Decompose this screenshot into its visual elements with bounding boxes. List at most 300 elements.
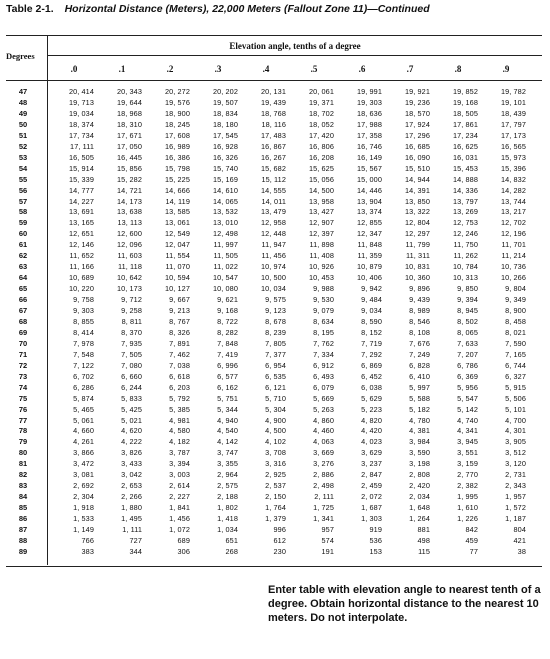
table-cell: 1, 341 — [313, 514, 334, 524]
table-cell: 15, 169 — [212, 174, 238, 184]
table-cell: 6, 244 — [121, 382, 142, 392]
table-cell: 19, 439 — [260, 97, 286, 107]
table-cell: 1, 880 — [121, 503, 142, 513]
table-cell: 4, 780 — [409, 415, 430, 425]
table-cell: 16, 685 — [404, 141, 430, 151]
table-cell: 15, 282 — [116, 174, 142, 184]
table-cell: 15, 682 — [260, 163, 286, 173]
table-cell: 11, 070 — [165, 262, 190, 272]
table-cell: 7, 935 — [121, 338, 142, 348]
table-cell: 9, 758 — [73, 295, 94, 305]
table-cell: 12, 347 — [356, 229, 382, 239]
degree-label: 89 — [18, 546, 28, 556]
table-cell: 3, 905 — [505, 437, 526, 447]
table-cell: 1, 957 — [505, 492, 526, 502]
table-cell: 10, 360 — [404, 273, 430, 283]
header-rule-elevation — [47, 55, 542, 56]
table-cell: 13, 744 — [500, 196, 526, 206]
table-cell: 8, 900 — [505, 306, 526, 315]
table-cell: 13, 061 — [164, 218, 190, 228]
table-cell: 11, 311 — [406, 251, 430, 261]
table-cell: 17, 988 — [356, 119, 382, 129]
table-cell: 1, 725 — [313, 503, 334, 513]
table-cell: 12, 855 — [356, 218, 382, 228]
table-cell: 4, 420 — [361, 426, 382, 436]
table-cell: 9, 394 — [457, 295, 478, 305]
table-cell: 2, 111 — [314, 492, 334, 502]
table-cell: 1, 495 — [121, 514, 142, 524]
table-cell: 19, 782 — [500, 87, 526, 96]
table-cell: 3, 003 — [169, 470, 190, 480]
table-cell: 1, 802 — [217, 503, 238, 513]
table-cell: 14, 065 — [212, 196, 238, 206]
table-cell: 651 — [225, 535, 238, 545]
table-cell: 18, 245 — [164, 119, 190, 129]
table-cell: 13, 217 — [500, 207, 526, 217]
table-cell: 4, 660 — [73, 426, 94, 436]
table-cell: 6, 038 — [361, 382, 382, 392]
degree-label: 48 — [18, 97, 28, 107]
table-cell: 9, 349 — [505, 295, 526, 305]
table-cell: 12, 549 — [164, 229, 190, 239]
table-cell: 16, 746 — [356, 141, 382, 151]
table-cell: 16, 867 — [260, 141, 286, 151]
table-cell: 3, 237 — [361, 459, 382, 469]
table-cell: 17, 358 — [356, 130, 382, 140]
table-cell: 5, 425 — [121, 404, 142, 414]
table-cell: 7, 891 — [169, 338, 190, 348]
table-cell: 919 — [369, 525, 382, 534]
table-cell: 1, 764 — [265, 503, 286, 513]
table-cell: 14, 500 — [308, 185, 334, 195]
table-cell: 9, 079 — [313, 306, 334, 315]
table-cell: 8, 152 — [361, 327, 382, 337]
table-cell: 2, 653 — [121, 481, 142, 491]
table-cell: 3, 787 — [169, 448, 190, 458]
table-cell: 12, 096 — [116, 240, 142, 250]
table-cell: 7, 122 — [73, 360, 94, 370]
table-cell: 15, 056 — [308, 174, 334, 184]
table-cell: 10, 500 — [260, 273, 286, 283]
table-cell: 12, 397 — [308, 229, 334, 239]
table-cell: 12, 498 — [212, 229, 238, 239]
table-cell: 11, 022 — [213, 262, 238, 272]
degree-label: 85 — [18, 503, 28, 513]
degree-label: 76 — [18, 404, 28, 414]
table-cell: 16, 445 — [116, 152, 142, 162]
table-cell: 4, 620 — [121, 426, 142, 436]
table-cell: 727 — [129, 535, 142, 545]
table-cell: 10, 974 — [260, 262, 286, 272]
table-cell: 15, 567 — [356, 163, 382, 173]
table-cell: 15, 453 — [452, 163, 478, 173]
table-cell: 804 — [513, 525, 526, 534]
table-cell: 8, 945 — [457, 306, 478, 315]
table-cell: 2, 537 — [265, 481, 286, 491]
table-cell: 11, 505 — [213, 251, 238, 261]
table-cell: 14, 555 — [260, 185, 286, 195]
header-rule-bottom — [6, 80, 542, 81]
table-cell: 2, 382 — [457, 481, 478, 491]
table-cell: 3, 472 — [73, 459, 94, 469]
table-cell: 191 — [321, 546, 334, 556]
table-cell: 6, 912 — [313, 360, 334, 370]
table-cell: 1, 111 — [122, 525, 142, 534]
table-cell: 3, 866 — [73, 448, 94, 458]
table-cell: 996 — [273, 525, 286, 534]
table-cell: 12, 600 — [116, 229, 142, 239]
table-cell: 9, 712 — [121, 295, 142, 305]
degree-label: 88 — [18, 535, 28, 545]
table-cell: 4, 820 — [361, 415, 382, 425]
table-cell: 2, 304 — [73, 492, 94, 502]
table-cell: 15, 625 — [308, 163, 334, 173]
table-cell: 1, 533 — [73, 514, 94, 524]
table-cell: 14, 721 — [116, 185, 142, 195]
table-cell: 13, 532 — [212, 207, 238, 217]
table-cell: 8, 722 — [217, 316, 238, 326]
table-cell: 18, 768 — [260, 108, 286, 118]
table-cell: 14, 666 — [164, 185, 190, 195]
table-cell: 11, 947 — [261, 240, 286, 250]
table-cell: 4, 460 — [313, 426, 334, 436]
table-cell: 13, 479 — [260, 207, 286, 217]
degree-label: 58 — [18, 207, 28, 217]
table-cell: 6, 286 — [73, 382, 94, 392]
table-cell: 12, 297 — [404, 229, 430, 239]
degree-label: 63 — [18, 262, 28, 272]
table-cell: 5, 142 — [457, 404, 478, 414]
table-cell: 8, 282 — [217, 327, 238, 337]
table-cell: 5, 669 — [313, 393, 334, 403]
table-cell: 11, 408 — [309, 251, 334, 261]
table-cell: 11, 166 — [69, 262, 94, 272]
table-cell: 11, 898 — [309, 240, 334, 250]
table-cell: 19, 101 — [500, 97, 526, 107]
table-cell: 4, 580 — [169, 426, 190, 436]
table-cell: 13, 010 — [212, 218, 238, 228]
table-cell: 7, 080 — [121, 360, 142, 370]
table-cell: 15, 914 — [68, 163, 94, 173]
degree-label: 56 — [18, 185, 28, 195]
table-cell: 1, 264 — [409, 514, 430, 524]
degree-label: 59 — [18, 218, 28, 228]
table-cell: 8, 458 — [505, 316, 526, 326]
table-cell: 3, 747 — [217, 448, 238, 458]
table-cell: 18, 374 — [68, 119, 94, 129]
table-cell: 8, 502 — [457, 316, 478, 326]
table-cell: 15, 740 — [212, 163, 238, 173]
table-cell: 1, 648 — [409, 503, 430, 513]
table-cell: 9, 621 — [217, 295, 238, 305]
degree-label: 64 — [18, 273, 28, 283]
table-cell: 9, 258 — [121, 306, 142, 315]
table-cell: 13, 691 — [68, 207, 94, 217]
table-cell: 4, 301 — [505, 426, 526, 436]
table-cell: 3, 394 — [169, 459, 190, 469]
table-cell: 2, 266 — [121, 492, 142, 502]
table-cell: 1, 918 — [73, 503, 94, 513]
table-cell: 6, 702 — [73, 371, 94, 381]
degree-label: 75 — [18, 393, 28, 403]
table-cell: 1, 379 — [265, 514, 286, 524]
table-cell: 5, 465 — [73, 404, 94, 414]
table-cell: 20, 272 — [164, 87, 190, 96]
table-cell: 13, 269 — [452, 207, 478, 217]
table-cell: 5, 751 — [217, 393, 238, 403]
table-cell: 16, 505 — [68, 152, 94, 162]
table-cell: 17, 608 — [164, 130, 190, 140]
table-cell: 14, 227 — [68, 196, 94, 206]
table-cell: 7, 038 — [169, 360, 190, 370]
table-cell: 7, 505 — [121, 349, 142, 359]
table-cell: 1, 841 — [169, 503, 190, 513]
table-cell: 5, 182 — [409, 404, 430, 414]
table-cell: 689 — [177, 535, 190, 545]
table-cell: 4, 940 — [217, 415, 238, 425]
table-cell: 5, 547 — [457, 393, 478, 403]
degree-label: 80 — [18, 448, 28, 458]
table-cell: 20, 061 — [308, 87, 334, 96]
table-cell: 11, 554 — [165, 251, 190, 261]
table-cell: 230 — [273, 546, 286, 556]
table-cell: 12, 196 — [500, 229, 526, 239]
table-cell: 3, 945 — [457, 437, 478, 447]
table-cell: 13, 797 — [452, 196, 478, 206]
table-cell: 2, 459 — [361, 481, 382, 491]
degree-label: 84 — [18, 492, 28, 502]
table-cell: 6, 203 — [169, 382, 190, 392]
table-cell: 11, 652 — [69, 251, 94, 261]
table-cell: 7, 462 — [169, 349, 190, 359]
table-cell: 10, 453 — [308, 273, 334, 283]
degree-label: 79 — [18, 437, 28, 447]
degree-label: 77 — [18, 415, 28, 425]
table-cell: 2, 692 — [73, 481, 94, 491]
degree-label: 83 — [18, 481, 28, 491]
table-cell: 5, 021 — [121, 415, 142, 425]
table-cell: 6, 162 — [217, 382, 238, 392]
table-cell: 15, 112 — [261, 174, 286, 184]
table-cell: 9, 896 — [409, 284, 430, 294]
table-cell: 3, 081 — [73, 470, 94, 480]
table-cell: 5, 915 — [505, 382, 526, 392]
table-cell: 9, 942 — [361, 284, 382, 294]
table-cell: 10, 547 — [212, 273, 238, 283]
table-cell: 8, 326 — [169, 327, 190, 337]
table-cell: 7, 419 — [217, 349, 238, 359]
table-cell: 13, 165 — [68, 218, 94, 228]
table-cell: 13, 322 — [404, 207, 430, 217]
table-cell: 17, 111 — [70, 141, 94, 151]
table-cell: 16, 031 — [452, 152, 478, 162]
table-cell: 3, 120 — [505, 459, 526, 469]
table-cell: 1, 572 — [505, 503, 526, 513]
table-cell: 19, 507 — [212, 97, 238, 107]
table-cell: 10, 642 — [116, 273, 142, 283]
table-cell: 16, 326 — [212, 152, 238, 162]
degree-label: 82 — [18, 470, 28, 480]
degree-label: 50 — [18, 119, 28, 129]
table-cell: 1, 456 — [169, 514, 190, 524]
table-cell: 5, 263 — [313, 404, 334, 414]
table-cell: 6, 410 — [409, 371, 430, 381]
column-header: .1 — [118, 64, 126, 74]
table-cell: 16, 090 — [404, 152, 430, 162]
table-number: Table 2-1. — [6, 3, 54, 15]
table-cell: 16, 386 — [164, 152, 190, 162]
table-cell: 153 — [369, 546, 382, 556]
table-cell: 5, 385 — [169, 404, 190, 414]
table-cell: 14, 944 — [404, 174, 430, 184]
table-cell: 12, 702 — [500, 218, 526, 228]
table-cell: 3, 669 — [313, 448, 334, 458]
table-cell: 11, 603 — [117, 251, 142, 261]
table-cell: 5, 223 — [361, 404, 382, 414]
table-cell: 12, 246 — [452, 229, 478, 239]
table-cell: 10, 266 — [500, 273, 526, 283]
table-cell: 16, 625 — [452, 141, 478, 151]
degree-label: 55 — [18, 174, 28, 184]
table-cell: 77 — [469, 546, 478, 556]
table-cell: 10, 926 — [308, 262, 334, 272]
table-cell: 8, 195 — [313, 327, 334, 337]
table-cell: 17, 050 — [116, 141, 142, 151]
table-cell: 957 — [321, 525, 334, 534]
table-cell: 19, 303 — [356, 97, 382, 107]
table-cell: 9, 850 — [457, 284, 478, 294]
table-cell: 4, 102 — [265, 437, 286, 447]
table-cell: 15, 339 — [68, 174, 94, 184]
table-cell: 2, 886 — [313, 470, 334, 480]
table-cell: 14, 777 — [68, 185, 94, 195]
table-cell: 17, 671 — [116, 130, 142, 140]
table-cell: 3, 590 — [409, 448, 430, 458]
table-cell: 9, 439 — [409, 295, 430, 305]
table-cell: 2, 575 — [217, 481, 238, 491]
table-cell: 5, 833 — [121, 393, 142, 403]
table-cell: 17, 545 — [212, 130, 238, 140]
table-cell: 8, 634 — [313, 316, 334, 326]
table-cell: 19, 921 — [404, 87, 430, 96]
table-cell: 10, 220 — [68, 284, 94, 294]
table-cell: 8, 546 — [409, 316, 430, 326]
table-cell: 1, 303 — [361, 514, 382, 524]
table-cell: 1, 418 — [217, 514, 238, 524]
table-cell: 8, 767 — [169, 316, 190, 326]
degree-label: 57 — [18, 196, 28, 206]
table-cell: 7, 805 — [265, 338, 286, 348]
table-cell: 5, 101 — [505, 404, 526, 414]
table-cell: 10, 736 — [500, 262, 526, 272]
table-cell: 4, 381 — [409, 426, 430, 436]
table-cell: 7, 590 — [505, 338, 526, 348]
column-header: .3 — [214, 64, 222, 74]
table-cell: 11, 214 — [501, 251, 526, 261]
table-cell: 14, 119 — [165, 196, 190, 206]
table-cell: 7, 633 — [457, 338, 478, 348]
table-cell: 5, 344 — [217, 404, 238, 414]
table-cell: 6, 577 — [217, 371, 238, 381]
table-title — [6, 3, 430, 15]
table-cell: 2, 808 — [409, 470, 430, 480]
table-cell: 19, 713 — [68, 97, 94, 107]
table-cell: 7, 207 — [457, 349, 478, 359]
table-cell: 1, 187 — [505, 514, 526, 524]
table-cell: 8, 108 — [409, 327, 430, 337]
table-cell: 2, 847 — [361, 470, 382, 480]
table-cell: 18, 900 — [164, 108, 190, 118]
table-cell: 9, 804 — [505, 284, 526, 294]
table-cell: 18, 968 — [116, 108, 142, 118]
table-cell: 5, 061 — [73, 415, 94, 425]
table-cell: 881 — [417, 525, 430, 534]
table-cell: 18, 702 — [308, 108, 334, 118]
table-cell: 2, 420 — [409, 481, 430, 491]
degrees-header: Degrees — [6, 51, 35, 61]
table-cell: 306 — [177, 546, 190, 556]
table-cell: 2, 343 — [505, 481, 526, 491]
table-cell: 3, 826 — [121, 448, 142, 458]
table-cell: 6, 869 — [361, 360, 382, 370]
table-cell: 7, 719 — [361, 338, 382, 348]
table-cell: 4, 540 — [217, 426, 238, 436]
table-cell: 8, 855 — [73, 316, 94, 326]
table-cell: 18, 180 — [212, 119, 238, 129]
table-cell: 421 — [513, 535, 526, 545]
table-cell: 842 — [465, 525, 478, 534]
table-cell: 16, 928 — [212, 141, 238, 151]
table-cell: 19, 644 — [116, 97, 142, 107]
table-cell: 9, 988 — [313, 284, 334, 294]
table-cell: 18, 310 — [116, 119, 142, 129]
table-cell: 12, 146 — [68, 240, 94, 250]
table-cell: 5, 874 — [73, 393, 94, 403]
table-cell: 5, 506 — [505, 393, 526, 403]
table-cell: 13, 585 — [164, 207, 190, 217]
table-cell: 10, 034 — [260, 284, 286, 294]
table-cell: 2, 770 — [457, 470, 478, 480]
table-cell: 1, 072 — [169, 525, 190, 534]
table-cell: 7, 249 — [409, 349, 430, 359]
degree-label: 51 — [18, 130, 28, 140]
table-cell: 9, 213 — [169, 306, 190, 315]
degree-label: 74 — [18, 382, 28, 392]
elevation-header: Elevation angle, tenths of a degree — [229, 41, 361, 51]
table-cell: 14, 446 — [356, 185, 382, 195]
table-cell: 3, 708 — [265, 448, 286, 458]
table-cell: 9, 484 — [361, 295, 382, 305]
table-cell: 344 — [129, 546, 142, 556]
table-cell: 13, 374 — [356, 207, 382, 217]
degree-label: 66 — [18, 295, 28, 305]
table-cell: 19, 168 — [452, 97, 478, 107]
table-cell: 12, 958 — [260, 218, 286, 228]
table-cell: 4, 341 — [457, 426, 478, 436]
table-cell: 9, 575 — [265, 295, 286, 305]
table-cell: 6, 535 — [265, 371, 286, 381]
column-header: .0 — [70, 64, 78, 74]
table-cell: 8, 989 — [409, 306, 430, 315]
table-cell: 6, 369 — [457, 371, 478, 381]
table-cell: 12, 448 — [260, 229, 286, 239]
table-cell: 38 — [517, 546, 526, 556]
table-cell: 10, 173 — [116, 284, 142, 294]
degree-label: 72 — [18, 360, 28, 370]
table-cell: 12, 907 — [308, 218, 334, 228]
table-cell: 10, 406 — [356, 273, 382, 283]
table-cell: 5, 956 — [457, 382, 478, 392]
